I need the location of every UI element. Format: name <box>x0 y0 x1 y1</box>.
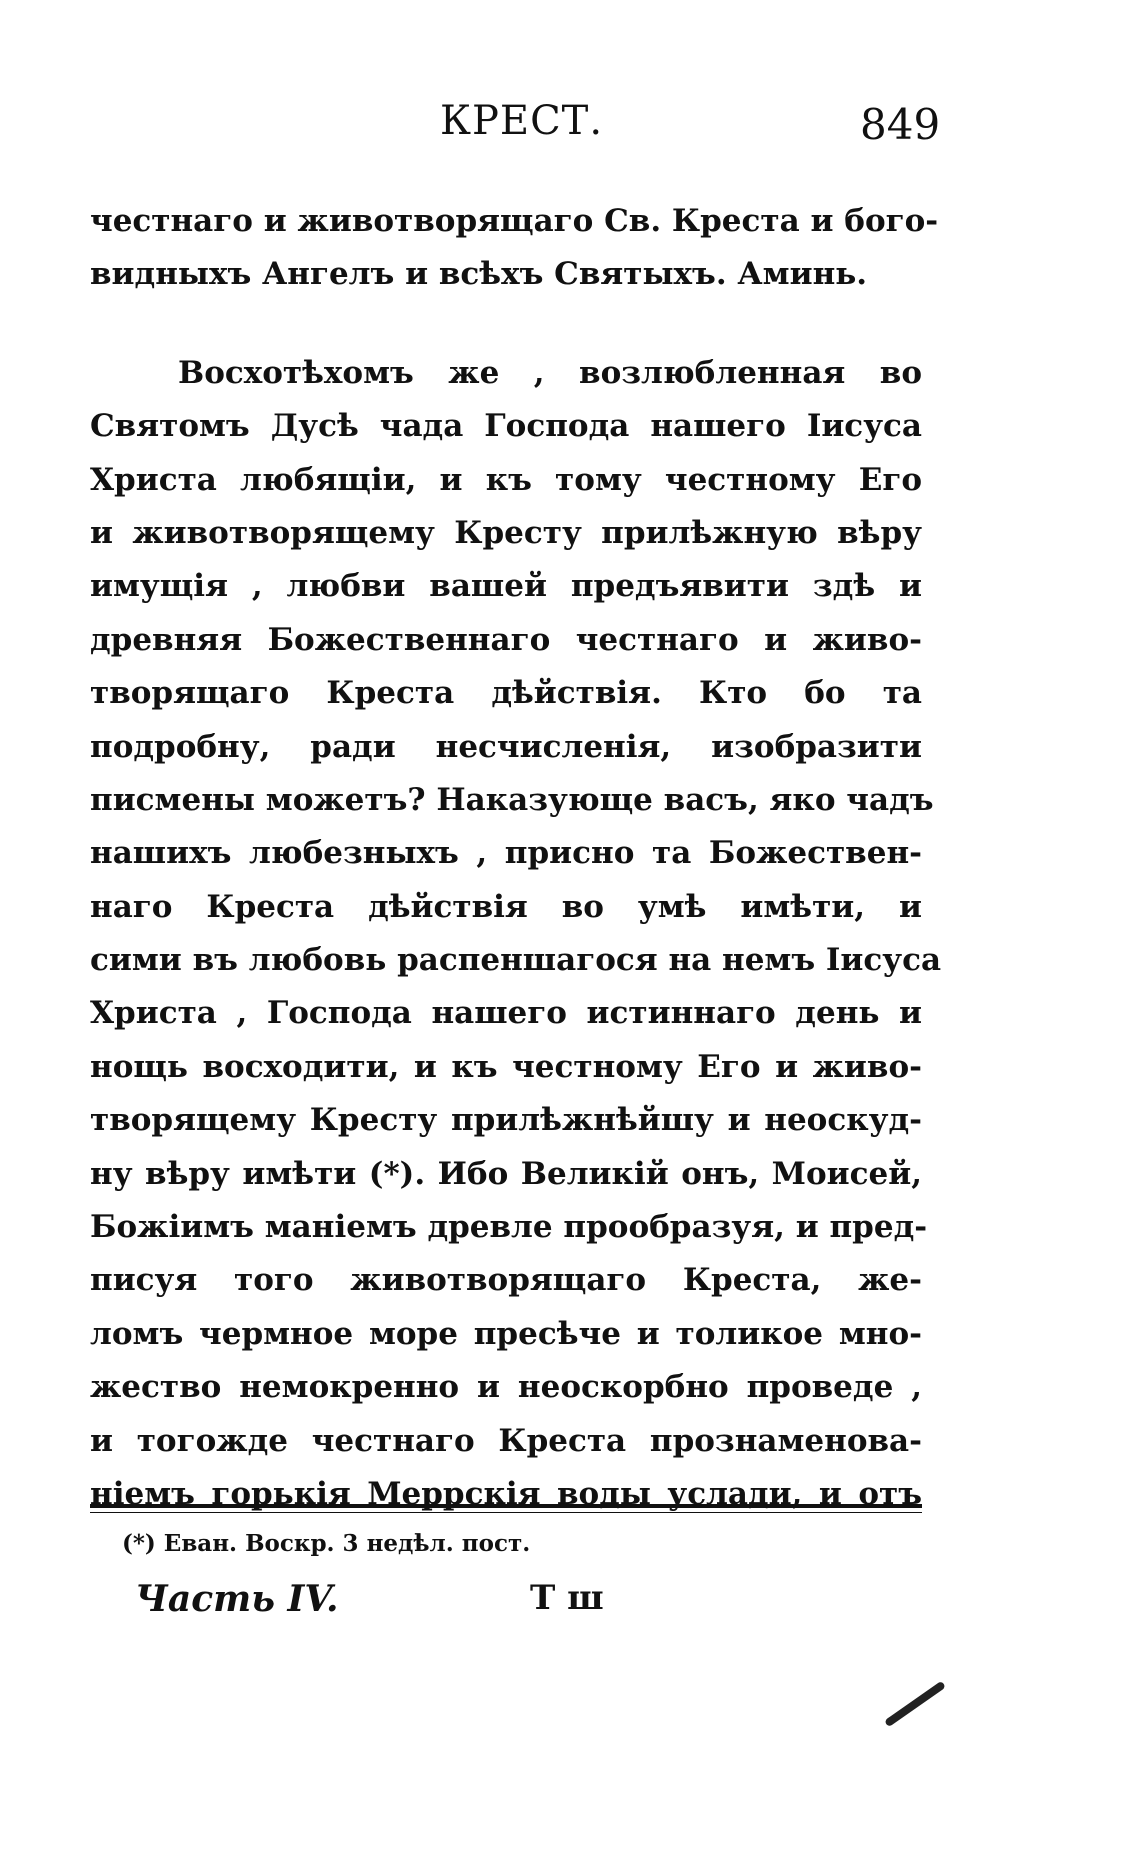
volume-mark: Часть IV. <box>135 1578 339 1620</box>
footnote-rule-thin <box>90 1512 922 1513</box>
text-line: нощь восходити, и къ честному Его и живо- <box>90 1048 922 1085</box>
text-line: Восхотѣхомъ же , возлюбленная во <box>178 354 922 391</box>
text-line: и тогожде честнаго Креста прознаменова- <box>90 1422 922 1459</box>
text-line: ну вѣру имѣти (*). Ибо Великій онъ, Моисей, <box>90 1155 922 1192</box>
text-line: писуя того животворящаго Креста, же- <box>90 1262 922 1299</box>
running-head <box>0 98 1140 158</box>
gathering-mark: Т ш <box>530 1578 604 1618</box>
text-line: видныхъ Ангелъ и всѣхъ Святыхъ. Аминь. <box>90 256 868 293</box>
text-line: и животворящему Кресту прилѣжную вѣру <box>90 514 922 551</box>
text-line: нашихъ любезныхъ , присно та Божествен- <box>90 835 922 872</box>
text-line: жество немокренно и неоскорбно проведе , <box>90 1369 922 1406</box>
text-line: имущія , любви вашей предъявити здѣ и <box>90 568 922 605</box>
text-line: древняя Божественнаго честнаго и живо- <box>90 621 922 658</box>
body-text <box>90 195 942 1521</box>
text-line: ніемъ горькія Меррскія воды услади, и отъ <box>90 1475 922 1512</box>
ink-blot <box>884 1681 946 1728</box>
footnote: (*) Еван. Воскр. 3 недѣл. пост. <box>122 1530 531 1557</box>
text-line: Святомъ Дусѣ чада Господа нашего Іисуса <box>90 408 922 445</box>
footnote-rule-thick <box>90 1504 922 1508</box>
text-line: подробну, ради несчисленія, изобразити <box>90 728 922 765</box>
signature-line <box>135 1578 835 1628</box>
text-line: писмены можетъ? Наказующе васъ, яко чадъ <box>90 781 934 818</box>
page-number: 849 <box>860 100 941 149</box>
text-line: наго Креста дѣйствія во умѣ имѣти, и <box>90 888 922 925</box>
text-line: ломъ чермное море пресѣче и толикое мно- <box>90 1315 922 1352</box>
text-line: творящаго Креста дѣйствія. Кто бо та <box>90 675 922 712</box>
text-line: сими въ любовь распеншагося на немъ Іисуса <box>90 942 942 979</box>
text-line: творящему Кресту прилѣжнѣйшу и неоскуд- <box>90 1102 922 1139</box>
text-line: Божіимъ маніемъ древле прообразуя, и пред- <box>90 1209 928 1246</box>
paragraph-gap <box>90 302 922 347</box>
text-line: честнаго и животворящаго Св. Креста и бого- <box>90 203 939 239</box>
text-line: Христа любящіи, и къ тому честному Его <box>90 461 922 498</box>
running-title: КРЕСТ. <box>440 98 604 144</box>
text-line: Христа , Господа нашего истиннаго день и <box>90 995 922 1032</box>
